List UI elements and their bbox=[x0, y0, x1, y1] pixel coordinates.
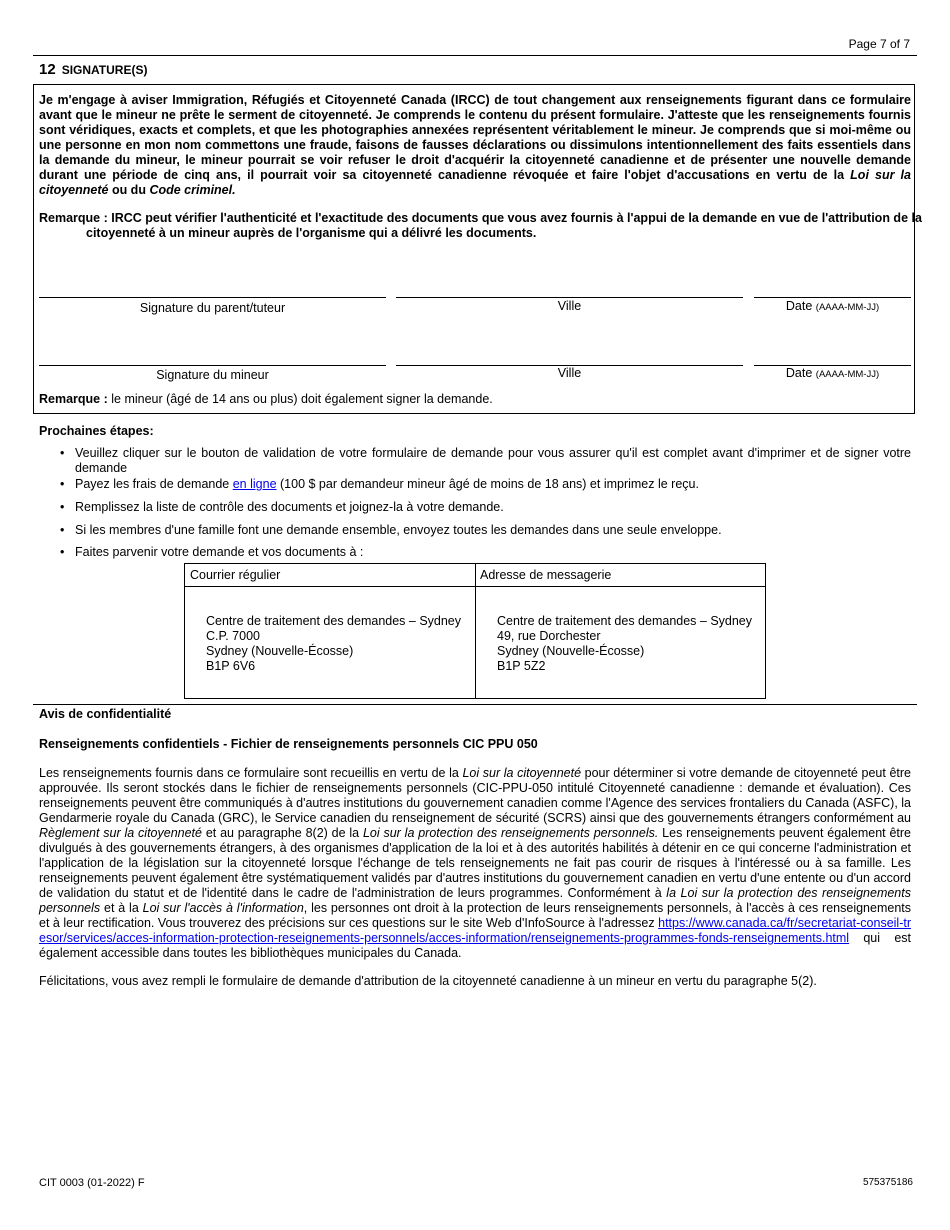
date-label: Date bbox=[785, 366, 813, 380]
privacy-text: Les renseignements peuvent également être divulgués à des gouvernements étrangers, à des organismes d'application de la loi et à des autorités habilités à détenir en ce qui concerne l'administration et l'application de la législation sur la citoyenneté lorsque l'échange de tels renseignements ne fait pas courir de risques à l'intéressé ou à sa famille. Les renseignements peuvent également être systématiquement validés par d'autres institutions du gouvernement canadien en vertu d'une entente ou d'un accord de validation du statut et de l'identité dans le cadre de l'administration de leurs programmes. Conformément à bbox=[39, 826, 911, 900]
minor-city-label: Ville bbox=[557, 366, 582, 380]
ircc-remark: Remarque : IRCC peut vérifier l'authenticité et l'exactitude des documents que vous avez fournis à l'appui de la demande en vue de l'attribution de la citoyenneté à un mineur auprès de l'organisme qui a délivré les documents. bbox=[39, 211, 922, 240]
date-label: Date bbox=[785, 299, 813, 313]
list-item-text: Payez les frais de demande bbox=[75, 477, 233, 491]
law-citizenship-ref: Loi sur la citoyenneté bbox=[39, 168, 911, 197]
parent-date-label bbox=[754, 299, 911, 313]
infosource-link[interactable]: https://www.canada.ca/fr/secretariat-conseil-tresor/services/acces-information-protection-reseignements-personnels/acces-information/renseignements-programmes-fonds-renseignements.html bbox=[39, 916, 911, 945]
parent-city-line[interactable] bbox=[396, 297, 743, 298]
list-item-text: Faites parvenir votre demande et vos documents à : bbox=[75, 545, 364, 559]
parent-signature-line[interactable] bbox=[39, 297, 386, 298]
privacy-text: qui est également accessible dans toutes les bibliothèques municipales du Canada. bbox=[39, 931, 911, 960]
top-rule bbox=[33, 55, 917, 56]
declaration-body: Je m'engage à aviser Immigration, Réfugiés et Citoyenneté Canada (IRCC) de tout changement aux renseignements figurant dans ce formulaire avant que le mineur ne prête le serment de citoyenneté. Je comprends le contenu du présent formulaire. J'atteste que les renseignements fournis sont véridiques, exacts et complets, et que les photographies annexées représentent véritablement le mineur. Je comprends que si moi-même ou une personne en mon nom commettons une fraude, faisons de fausses déclarations ou dissimulons intentionnellement des faits essentiels dans la demande du mineur, le mineur pourrait se voir refuser le droit d'acquérir la citoyenneté canadienne et de présenter une nouvelle demande durant une période de cinq ans, il pourrait voir sa citoyenneté canadienne révoquée et faire l'objet d'accusations en vertu de la bbox=[39, 93, 911, 182]
section-heading bbox=[39, 61, 147, 78]
privacy-text: Les renseignements fournis dans ce formulaire sont recueillis en vertu de la bbox=[39, 766, 463, 780]
law-ref: Loi sur l'accès à l'information bbox=[142, 901, 304, 915]
list-item-text: Veuillez cliquer sur le bouton de validation de votre formulaire de demande pour vous assurer qu'il est complet avant d'imprimer et de signer votre demande bbox=[75, 446, 911, 475]
address-line: B1P 5Z2 bbox=[497, 659, 546, 673]
date-format: (AAAA-MM-JJ) bbox=[815, 302, 880, 313]
privacy-text: et au paragraphe 8(2) de la bbox=[201, 826, 363, 840]
privacy-text: et à la bbox=[100, 901, 143, 915]
list-item-text: (100 $ par demandeur mineur âgé de moins de 18 ans) et imprimez le reçu. bbox=[276, 477, 699, 491]
declaration-text bbox=[39, 93, 911, 198]
address-line: Sydney (Nouvelle-Écosse) bbox=[497, 644, 645, 658]
list-item-text: Si les membres d'une famille font une demande ensemble, envoyez toutes les demandes dans une seule enveloppe. bbox=[75, 523, 722, 537]
criminal-code-ref: Code criminel. bbox=[149, 183, 236, 197]
list-item: • Payez les frais de demande en ligne (100 $ par demandeur mineur âgé de moins de 18 ans) et imprimez le reçu. bbox=[60, 477, 699, 491]
law-ref: Loi sur la protection des renseignements personnels. bbox=[362, 826, 659, 840]
declaration-connector: ou du bbox=[108, 183, 150, 197]
mailing-address-table bbox=[184, 563, 766, 699]
law-ref: la Loi sur la protection des renseignements personnels bbox=[39, 886, 911, 915]
remark-label: Remarque : bbox=[39, 392, 108, 406]
privacy-rule bbox=[33, 704, 917, 705]
form-identifier: CIT 0003 (01-2022) F bbox=[39, 1177, 145, 1189]
privacy-notice-text bbox=[39, 766, 911, 961]
section-title: SIGNATURE(S) bbox=[61, 63, 148, 77]
parent-city-label: Ville bbox=[557, 299, 582, 313]
address-line: Centre de traitement des demandes – Sydney bbox=[206, 614, 462, 628]
list-item: • Faites parvenir votre demande et vos documents à : bbox=[60, 545, 364, 559]
privacy-title: Avis de confidentialité bbox=[39, 707, 172, 721]
privacy-text: pour déterminer si votre demande de citoyenneté peut être approuvée. Ils seront stockés dans le fichier de renseignements personnels (CIC-PPU-050 intitulé Citoyenneté canadienne : demande et évaluation). Ces renseignements peuvent être communiqués à d'autres institutions du gouvernement canadien comme l'Agence des services frontaliers du Canada (ASFC), la Gendarmerie royale du Canada (GRC), le Service canadien du renseignement de sécurité (SCRS) ainsi que des gouvernements étrangers conformément au bbox=[39, 766, 911, 825]
address-line: Centre de traitement des demandes – Sydney bbox=[497, 614, 753, 628]
minor-signature-label: Signature du mineur bbox=[156, 368, 269, 382]
address-line: 49, rue Dorchester bbox=[497, 629, 601, 643]
next-steps-title: Prochaines étapes: bbox=[39, 424, 154, 438]
address-line: B1P 6V6 bbox=[206, 659, 256, 673]
list-item-text: Remplissez la liste de contrôle des documents et joignez-la à votre demande. bbox=[75, 500, 504, 514]
remark-text: le mineur (âgé de 14 ans ou plus) doit également signer la demande. bbox=[107, 392, 493, 406]
privacy-text: , les personnes ont droit à la protection de leurs renseignements personnels, à l'accès à ces renseignements et à leur rectification. Vous trouverez des précisions sur ces questions sur le site Web d'InfoSource à l'adressez bbox=[39, 901, 911, 930]
regular-mail-address bbox=[206, 614, 461, 674]
barcode-number: 575375186 bbox=[862, 1177, 913, 1188]
courier-header: Adresse de messagerie bbox=[475, 564, 765, 587]
law-ref: Loi sur la citoyenneté bbox=[462, 766, 582, 780]
parent-signature-label: Signature du parent/tuteur bbox=[139, 301, 286, 315]
privacy-subtitle: Renseignements confidentiels - Fichier de renseignements personnels CIC PPU 050 bbox=[39, 737, 538, 751]
law-ref: Règlement sur la citoyenneté bbox=[39, 826, 202, 840]
courier-address bbox=[497, 614, 752, 674]
address-line: Sydney (Nouvelle-Écosse) bbox=[206, 644, 354, 658]
congratulations-text: Félicitations, vous avez rempli le formulaire de demande d'attribution de la citoyenneté canadienne à un mineur en vertu du paragraphe 5(2). bbox=[39, 974, 817, 988]
page-number: Page 7 of 7 bbox=[848, 37, 910, 51]
pay-online-link[interactable]: en ligne bbox=[232, 477, 277, 491]
address-line: C.P. 7000 bbox=[206, 629, 260, 643]
table-divider bbox=[475, 564, 476, 698]
minor-signature-line[interactable] bbox=[39, 365, 386, 366]
section-number: 12 bbox=[39, 61, 56, 78]
parent-date-line[interactable] bbox=[754, 297, 911, 298]
minor-date-label bbox=[754, 366, 911, 380]
regular-mail-header: Courrier régulier bbox=[185, 564, 475, 587]
list-item: • Remplissez la liste de contrôle des documents et joignez-la à votre demande. bbox=[60, 500, 504, 514]
date-format: (AAAA-MM-JJ) bbox=[815, 369, 880, 380]
minor-signature-remark bbox=[39, 392, 493, 406]
list-item: • Si les membres d'une famille font une demande ensemble, envoyez toutes les demandes dans une seule enveloppe. bbox=[60, 523, 722, 537]
list-item: • Veuillez cliquer sur le bouton de validation de votre formulaire de demande pour vous assurer qu'il est complet avant d'imprimer et de signer votre demande bbox=[60, 446, 911, 475]
